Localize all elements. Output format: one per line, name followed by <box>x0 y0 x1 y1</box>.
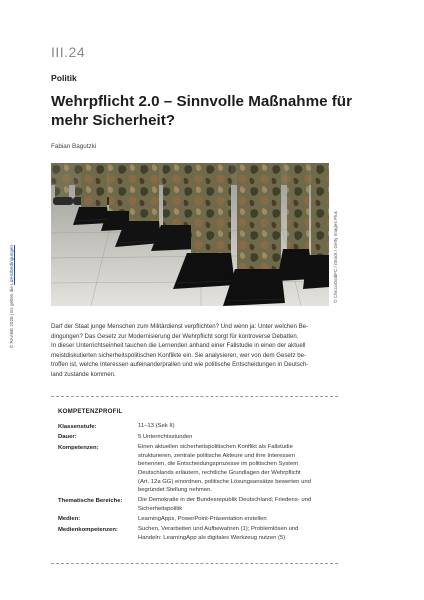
profile-row <box>58 525 338 544</box>
intro-paragraph <box>51 322 338 380</box>
profile-key: Medien: <box>58 516 81 523</box>
profile-top-rule <box>51 396 338 397</box>
profile-value <box>138 433 338 444</box>
subject-label: Politik <box>51 73 77 83</box>
profile-row <box>58 515 338 526</box>
profile-value <box>138 525 338 544</box>
profile-key: Dauer: <box>58 434 77 441</box>
intro-line: troffen ist, welche Interessen aufeinanderprallen und wie politische Entscheidungen in Deutsch- <box>51 361 309 369</box>
page-title: Wehrpflicht 2.0 – Sinnvolle Maßnahme für mehr Sicherheit? <box>51 93 352 129</box>
profile-value-line: (Art. 12a GG) einordnen, politische Lösungsansätze bewerten und <box>138 478 311 485</box>
intro-line: meistdiskutierten sicherheitspolitischen Konflikte ein. Sie analysieren, wer von dem Gesetz be- <box>51 351 307 359</box>
profile-value <box>138 443 338 496</box>
profile-row <box>58 422 338 433</box>
profile-value-line: Einen aktuellen sicherheitspolitischen Konflikt als Fallstudie <box>138 444 293 451</box>
profile-key: Thematische Bereiche: <box>58 497 123 504</box>
profile-value-line: Deutschlands erläutern, rechtliche Grundlagen der Wehrpflicht <box>138 469 301 476</box>
profile-value-line: begründet Stellung nehmen. <box>138 487 213 494</box>
profile-value <box>138 496 338 515</box>
license-link[interactable]: Lizenzbedingungen <box>9 245 14 285</box>
profile-value-line: strukturieren, zentrale politische Akteure und ihre Interessen <box>138 452 295 459</box>
profile-value-line: 5 Unterrichtsstunden <box>138 433 193 440</box>
profile-key: Klassenstufe: <box>58 423 97 430</box>
chapter-number: III.24 <box>51 44 86 60</box>
intro-line: land zustande kommen. <box>51 370 116 378</box>
photo-credit: © ChiccoDodiFC / iStock / Getty Images Plus <box>333 211 338 303</box>
profile-bottom-rule <box>51 563 338 564</box>
profile-key: Kompetenzen: <box>58 444 99 451</box>
profile-key: Medienkompetenzen: <box>58 526 118 533</box>
profile-value-line: Sicherheitspolitik <box>138 505 183 512</box>
intro-line: Darf der Staat junge Menschen zum Militärdienst verpflichten? Und wenn ja: Unter welchen Be- <box>51 323 309 330</box>
profile-value <box>138 515 338 526</box>
profile-heading: KOMPETENZPROFIL <box>58 408 123 415</box>
profile-value-line: Die Demokratie in der Bundesrepublik Deutschland; Friedens- und <box>138 497 312 504</box>
profile-value-line: LearningApps, PowerPoint-Präsentation erstellen <box>138 515 267 522</box>
profile-row <box>58 443 338 496</box>
copyright-text: © RAABE 2026 | Es gelten die <box>9 284 14 349</box>
competence-profile-table <box>58 422 338 544</box>
soldiers-illustration <box>51 163 329 306</box>
intro-line: dingungen? Das Gesetz zur Modernisierung der Wehrpflicht sorgt für kontroverse Debatten. <box>51 332 299 340</box>
profile-value-line: Suchen, Verarbeiten und Aufbewahren (1); Problemlösen und <box>138 526 299 533</box>
copyright-notice <box>9 245 14 348</box>
profile-value <box>138 422 338 433</box>
profile-value-line: Handeln: LearningApp als digitales Werkzeug nutzen (5) <box>138 534 286 541</box>
profile-value-line: benennen, die Entscheidungsprozesse im politischen System <box>138 461 299 468</box>
author-name: Fabian Bagutzki <box>51 143 97 150</box>
profile-value-line: 11–13 (Sek II) <box>138 423 175 429</box>
profile-row <box>58 433 338 444</box>
profile-row <box>58 496 338 515</box>
soldiers-photo <box>51 163 329 306</box>
intro-line: In dieser Unterrichtseinheit tauchen die Lernenden anhand einer Fallstudie in einen der aktuell <box>51 342 306 350</box>
